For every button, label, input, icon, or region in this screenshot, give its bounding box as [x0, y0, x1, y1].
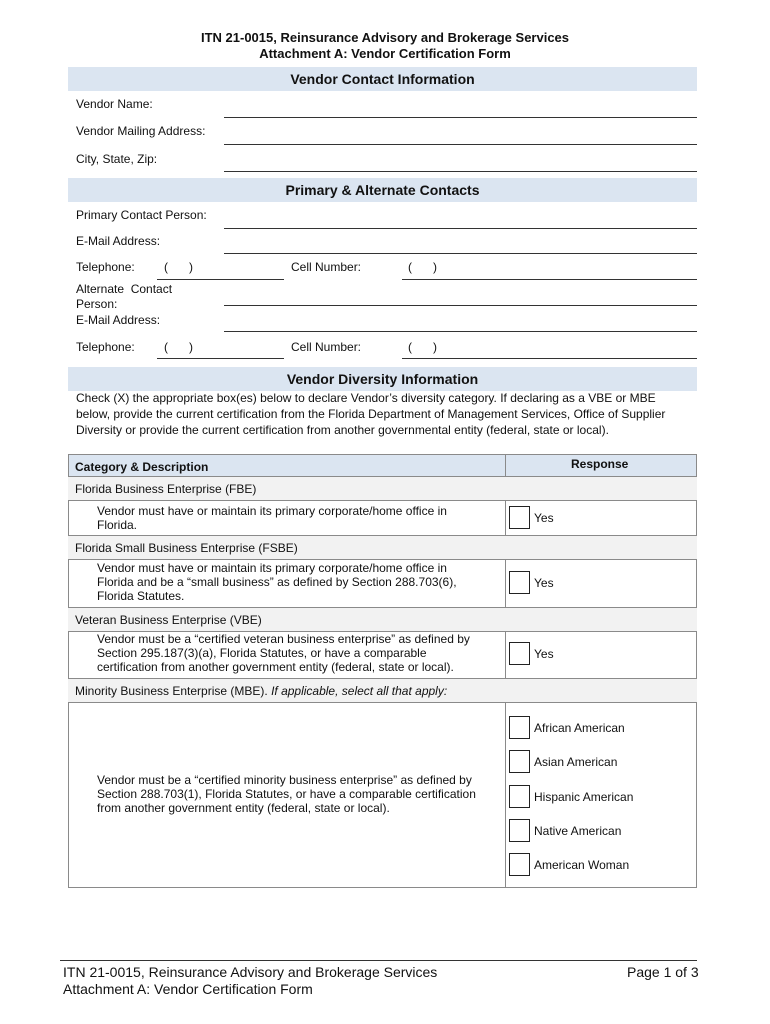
email-field[interactable]: [224, 253, 697, 254]
cell-number-label: Cell Number:: [291, 260, 362, 274]
telephone-paren-open: (: [164, 260, 168, 274]
category-row-mbe: [68, 678, 697, 702]
fbe-description-line2: Florida.: [97, 518, 138, 532]
diversity-instructions-line1: Check (X) the appropriate box(es) below to declare Vendor’s diversity category. If declaring as a VBE or MBE: [76, 391, 656, 405]
diversity-instructions-line3: Diversity or provide the current certification from another governmental entity (federal, state or local).: [76, 423, 609, 437]
mbe-african-american-label: African American: [534, 721, 625, 735]
fbe-yes-checkbox[interactable]: [509, 506, 530, 529]
alt-email-label: E-Mail Address:: [76, 313, 161, 327]
vbe-yes-label: Yes: [534, 647, 554, 661]
category-title-mbe: Minority Business Enterprise (MBE).: [75, 684, 272, 698]
row-divider: [68, 702, 697, 703]
fsbe-description-line2: Florida and be a “small business” as defined by Section 288.703(6),: [97, 575, 457, 589]
footer-line2: Attachment A: Vendor Certification Form: [63, 981, 313, 997]
column-divider: [505, 702, 506, 887]
cell-number-field[interactable]: [402, 279, 697, 280]
vbe-description: [97, 632, 470, 674]
diversity-instructions-line2: below, provide the current certification from the Florida Department of Management Services, Office of Supplier: [76, 407, 666, 421]
table-header-category: Category & Description: [75, 460, 209, 474]
vendor-name-field[interactable]: [224, 117, 697, 118]
city-state-zip-label: City, State, Zip:: [76, 152, 158, 166]
category-title-fbe: Florida Business Enterprise (FBE): [75, 482, 257, 496]
section-header-diversity: Vendor Diversity Information: [68, 367, 697, 391]
vendor-address-field[interactable]: [224, 144, 697, 145]
category-row-fsbe: [68, 535, 697, 559]
footer-rule: [60, 960, 697, 961]
alt-telephone-label: Telephone:: [76, 340, 135, 354]
alt-cell-number-label: Cell Number:: [291, 340, 362, 354]
alt-telephone-field[interactable]: [157, 358, 284, 359]
fsbe-yes-checkbox[interactable]: [509, 571, 530, 594]
alternate-contact-field[interactable]: [224, 305, 697, 306]
diversity-instructions: [76, 390, 696, 438]
city-state-zip-field[interactable]: [224, 171, 697, 172]
vbe-description-line2: Section 295.187(3)(a), Florida Statutes, or have a comparable: [97, 646, 427, 660]
column-divider: [505, 631, 506, 678]
mbe-description-line2: Section 288.703(1), Florida Statutes, or have a comparable certification: [97, 787, 476, 801]
mbe-native-american-checkbox[interactable]: [509, 819, 530, 842]
mbe-american-woman-checkbox[interactable]: [509, 853, 530, 876]
fsbe-description: [97, 561, 457, 603]
alternate-contact-label-line2: Person:: [76, 297, 118, 311]
alt-cell-number-field[interactable]: [402, 358, 697, 359]
alt-cell-paren-close: ): [433, 340, 437, 354]
telephone-paren-close: ): [189, 260, 193, 274]
alternate-contact-label-line1: Alternate Contact: [76, 282, 173, 296]
category-title-vbe: Veteran Business Enterprise (VBE): [75, 613, 262, 627]
alt-email-field[interactable]: [224, 331, 697, 332]
row-divider: [68, 559, 697, 560]
vendor-name-label: Vendor Name:: [76, 97, 153, 111]
fbe-description-line1: Vendor must have or maintain its primary corporate/home office in: [97, 504, 447, 518]
vendor-address-label: Vendor Mailing Address:: [76, 124, 206, 138]
row-divider: [68, 500, 697, 501]
category-title-fsbe: Florida Small Business Enterprise (FSBE): [75, 541, 298, 555]
category-row-vbe: [68, 607, 697, 631]
fsbe-yes-label: Yes: [534, 576, 554, 590]
primary-contact-field[interactable]: [224, 228, 697, 229]
table-header-response: Response: [571, 457, 629, 471]
column-divider: [505, 500, 506, 535]
fbe-description: [97, 504, 447, 532]
mbe-description: [97, 773, 476, 815]
vbe-description-line3: certification from another government entity (federal, state or local).: [97, 660, 454, 674]
page-number: Page 1 of 3: [627, 964, 699, 980]
cell-paren-close: ): [433, 260, 437, 274]
alt-telephone-paren-close: ): [189, 340, 193, 354]
section-header-vendor-contact: Vendor Contact Information: [68, 67, 697, 91]
fbe-yes-label: Yes: [534, 511, 554, 525]
mbe-hispanic-american-label: Hispanic American: [534, 790, 634, 804]
column-divider: [505, 559, 506, 607]
category-title-mbe-italic: If applicable, select all that apply:: [271, 684, 448, 698]
mbe-american-woman-label: American Woman: [534, 858, 630, 872]
mbe-hispanic-american-checkbox[interactable]: [509, 785, 530, 808]
fsbe-description-line3: Florida Statutes.: [97, 589, 185, 603]
category-row-fbe: [68, 476, 697, 500]
mbe-asian-american-label: Asian American: [534, 755, 618, 769]
section-header-contacts: Primary & Alternate Contacts: [68, 178, 697, 202]
table-header-divider: [505, 455, 506, 476]
alt-telephone-paren-open: (: [164, 340, 168, 354]
fsbe-description-line1: Vendor must have or maintain its primary corporate/home office in: [97, 561, 447, 575]
alternate-contact-label: [76, 282, 172, 312]
vbe-description-line1: Vendor must be a “certified veteran business enterprise” as defined by: [97, 632, 470, 646]
footer-line1: ITN 21-0015, Reinsurance Advisory and Brokerage Services: [63, 964, 438, 980]
mbe-description-line3: from another government entity (federal, state or local).: [97, 801, 390, 815]
email-label: E-Mail Address:: [76, 234, 161, 248]
form-title-line1: ITN 21-0015, Reinsurance Advisory and Brokerage Services: [200, 30, 570, 45]
alt-cell-paren-open: (: [408, 340, 412, 354]
mbe-native-american-label: Native American: [534, 824, 622, 838]
telephone-field[interactable]: [157, 279, 284, 280]
mbe-asian-american-checkbox[interactable]: [509, 750, 530, 773]
primary-contact-label: Primary Contact Person:: [76, 208, 207, 222]
telephone-label: Telephone:: [76, 260, 135, 274]
mbe-african-american-checkbox[interactable]: [509, 716, 530, 739]
cell-paren-open: (: [408, 260, 412, 274]
form-title-line2: Attachment A: Vendor Certification Form: [259, 46, 511, 61]
mbe-description-line1: Vendor must be a “certified minority business enterprise” as defined by: [97, 773, 472, 787]
vbe-yes-checkbox[interactable]: [509, 642, 530, 665]
